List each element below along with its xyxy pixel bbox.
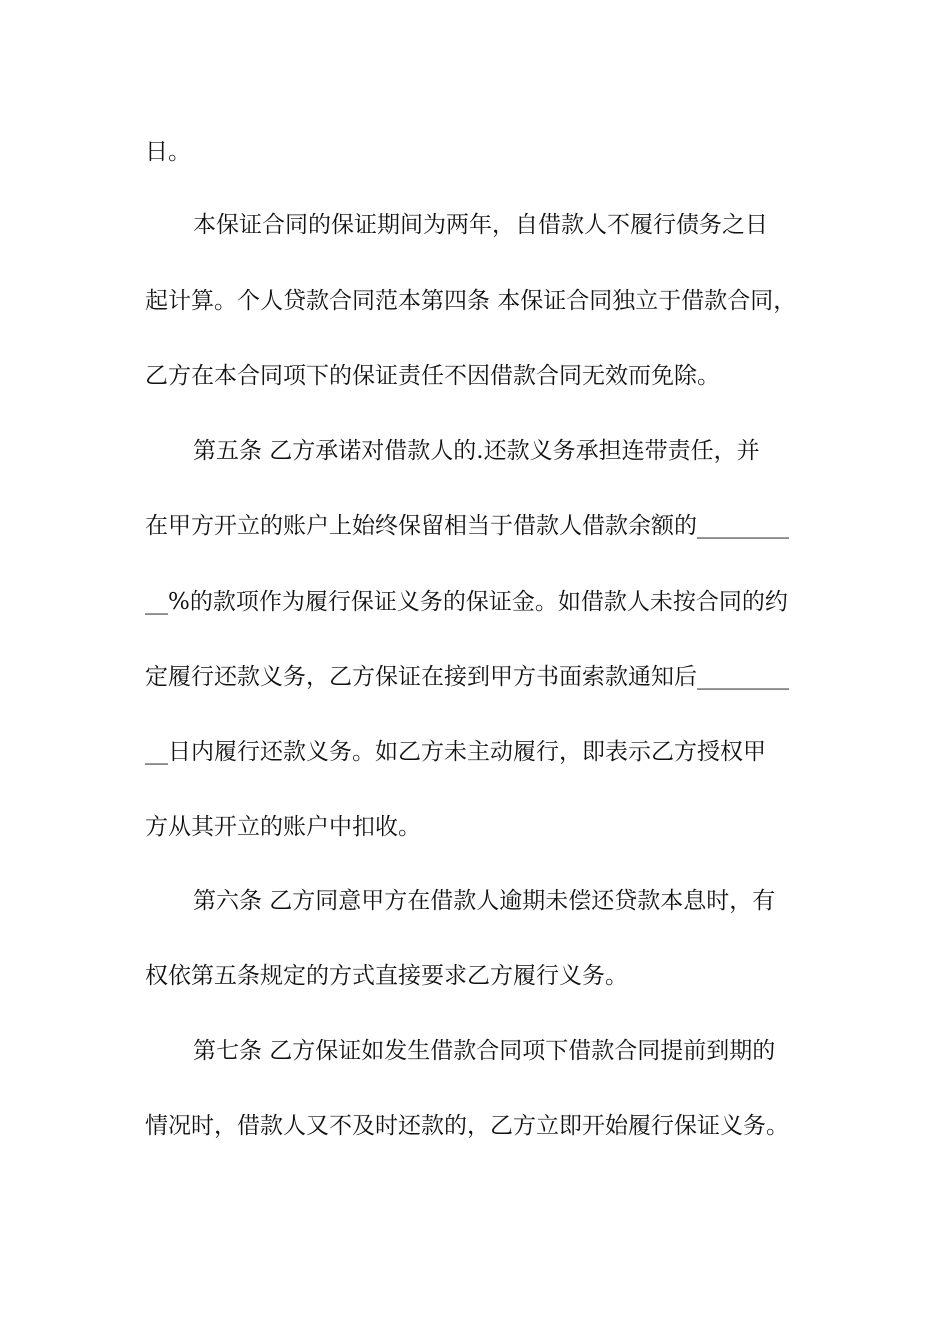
paragraph-article-6: 第六条 乙方同意甲方在借款人逾期未偿还贷款本息时，有 — [193, 888, 776, 914]
text-line: 定履行还款义务，乙方保证在接到甲方书面索款通知后________ — [145, 664, 789, 690]
text-line: 起计算。个人贷款合同范本第四条 本保证合同独立于借款合同， — [145, 288, 797, 314]
text-line: 在甲方开立的账户上始终保留相当于借款人借款余额的________ — [145, 513, 789, 539]
text-line: 乙方在本合同项下的保证责任不因借款合同无效而免除。 — [145, 363, 720, 389]
text-line: __%的款项作为履行保证义务的保证金。如借款人未按合同的约 — [145, 589, 788, 615]
text-line: 日。 — [145, 139, 191, 165]
text-line: __日内履行还款义务。如乙方未主动履行，即表示乙方授权甲 — [145, 739, 766, 765]
paragraph-article-5: 第五条 乙方承诺对借款人的.还款义务承担连带责任，并 — [193, 438, 760, 464]
text-line: 方从其开立的账户中扣收。 — [145, 814, 421, 840]
paragraph-article-7: 第七条 乙方保证如发生借款合同项下借款合同提前到期的 — [193, 1038, 776, 1064]
text-line: 情况时，借款人又不及时还款的，乙方立即开始履行保证义务。 — [145, 1113, 789, 1139]
paragraph-guarantee-period: 本保证合同的保证期间为两年，自借款人不履行债务之日 — [193, 212, 768, 238]
text-line: 权依第五条规定的方式直接要求乙方履行义务。 — [145, 963, 628, 989]
